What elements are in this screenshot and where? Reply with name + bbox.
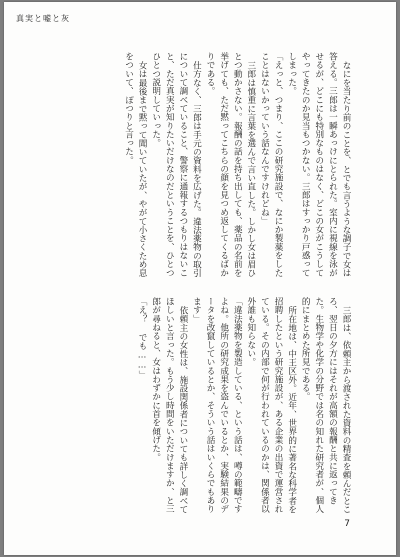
paragraph: 「えっと、つまり、ここの研究施設で、なにか製薬をしたことはないかっていう話なんですけれどね」 <box>259 52 284 277</box>
page-number: 7 <box>344 519 350 529</box>
paragraph: なにを当たり前のことを、とでも言うような調子で女は答える。三郎は一瞬あっけにとられた。室内に視線を泳がせるが、どこにも特別なものはなく、どこの女がこうしてやってきたのか見当もつかない。三郎はすっかり戸惑ってしまった。 <box>286 52 351 277</box>
paragraph: 「え？ でも……」 <box>137 297 148 380</box>
paragraph: 三郎は、依頼主から渡された資料の精査を頼んだところ、翌日の夕方にはそれが高額の報酬と共に返ってきた。生物学や化学の分野では名の知れた研究者が、個人的にまとめた所見である。 <box>300 297 351 514</box>
paragraph: 三郎は慎重に言葉を選んで言い直した。しかし女は眉ひとつ動かさない。報酬の話を持ち出しても、薬品の名前を挙げても、ただ黙ってこちらの顔を見つめ返してくるばかりである。 <box>205 52 256 277</box>
running-head: 真実と嘘と灰 <box>16 14 70 23</box>
paragraph: 仕方なく、三郎は手元の資料を広げた。違法薬物の取引について調べていること、警察に通報するつもりはないこと、ただ真実が知りたいだけなのだということを、ひとつひとつ説明していった。 <box>150 52 202 277</box>
body-text-upper <box>27 52 352 277</box>
body-text-lower <box>27 297 352 517</box>
book-page <box>4 2 396 555</box>
paragraph: 所在地は、中王区外。近年、世界的に著名な科学者を招聘したという研究施設が、ある企業の出資で運営されている。その内部で何が行われているのかは、関係者以外誰も知らない。 <box>245 297 297 514</box>
paragraph: 女は最後まで黙って聞いていたが、やがて小さくため息をついて、ぽつりと言った。 <box>123 52 148 277</box>
paragraph: 「違法薬物を製造している、という話は、噂の範疇ですよね。他所の研究成果を盗んでいるとか、実験結果のデータを改竄しているとか、そういう話はいくらでもあります」 <box>191 297 243 514</box>
paragraph: 依頼主の女性は、施設関係者についても詳しく調べてほしいと言った。もう少し時間をいただけますか、と三郎が尋ねると、女はわずかに首を傾げた。 <box>150 297 188 514</box>
